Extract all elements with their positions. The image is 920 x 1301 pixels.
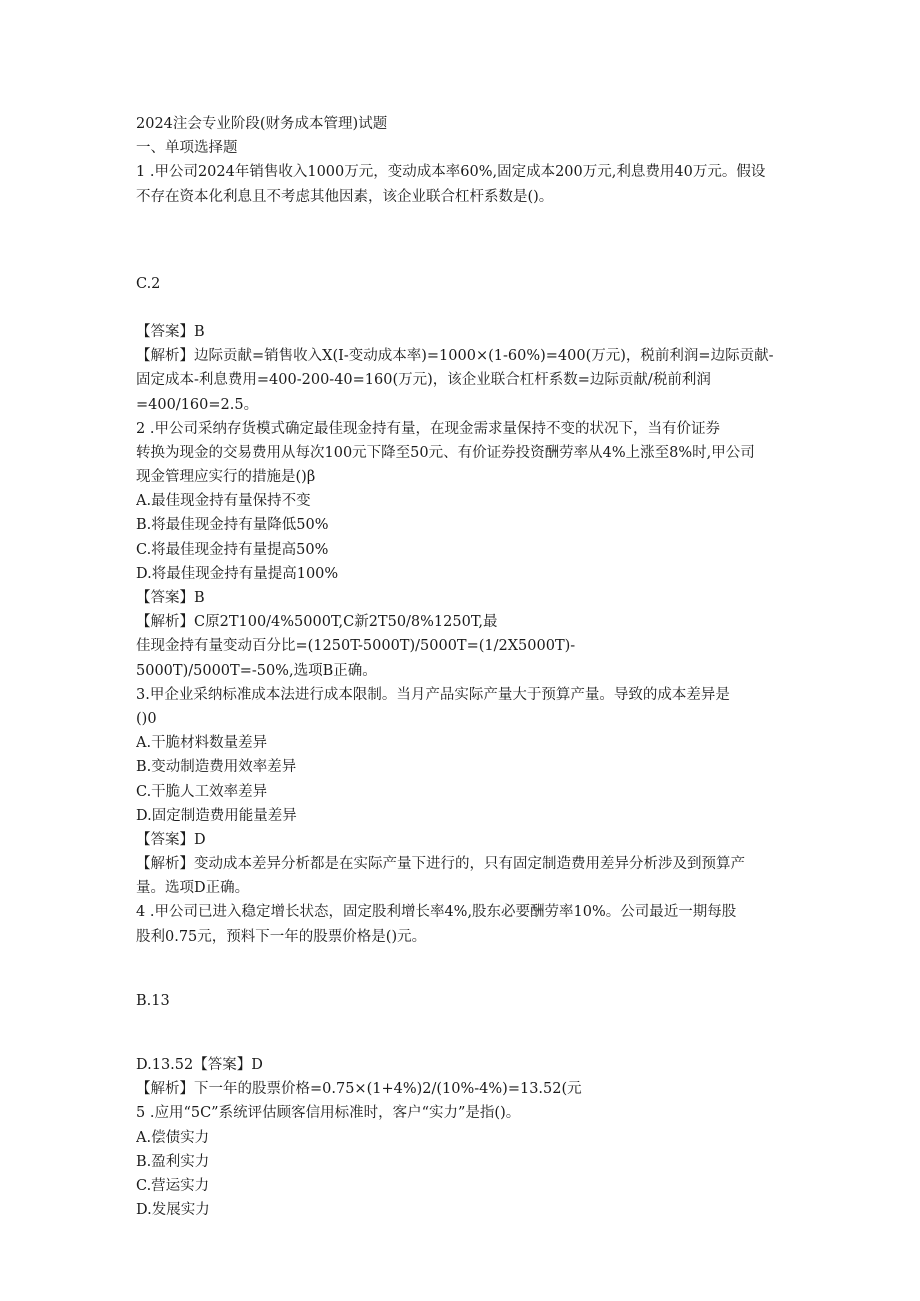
q5-option-a: A.偿债实力: [136, 1129, 210, 1146]
q3-answer: 【答案】D: [136, 831, 206, 848]
q4-option-b: B.13: [136, 992, 170, 1009]
q2-option-a: A.最佳现金持有量保持不变: [136, 493, 311, 510]
q3-stem-line-1: 3.甲企业采纳标准成本法进行成本限制。当月产品实际产量大于预算产量。导致的成本差异是: [136, 686, 730, 703]
q2-stem-line-3: 现金管理应实行的措施是()β: [136, 469, 316, 486]
q1-stem-line-1: 1 .甲公司2024年销售收入1000万元，变动成本率60%,固定成本200万元,利息费用40万元。假设: [136, 164, 766, 181]
q3-option-d: D.固定制造费用能量差异: [136, 807, 297, 824]
q2-explanation-line-2: 佳现金持有量变动百分比=(1250T-5000T)/5000T=(1/2X5000T)-: [136, 638, 576, 655]
q5-option-c: C.营运实力: [136, 1177, 210, 1194]
q4-option-d-answer: D.13.52【答案】D: [136, 1057, 263, 1073]
q4-explanation-line-1: 【解析】下一年的股票价格=0.75×(1+4%)2/(10%-4%)=13.52(元: [136, 1081, 582, 1098]
q2-option-b: B.将最佳现金持有量降低50%: [136, 517, 329, 534]
section-heading: 一、单项选择题: [136, 140, 238, 157]
q3-option-b: B.变动制造费用效率差异: [136, 759, 297, 776]
q1-explanation-line-3: =400/160=2.5。: [136, 396, 259, 413]
q3-option-c: C.干脆人工效率差异: [136, 783, 268, 800]
q2-explanation-line-3: 5000T)/5000T=-50%,选项B正确。: [136, 662, 377, 679]
q4-stem-line-2: 股利0.75元，预料下一年的股票价格是()元。: [136, 928, 427, 945]
q5-option-b: B.盈利实力: [136, 1153, 210, 1170]
q2-stem-line-1: 2 .甲公司采纳存货模式确定最佳现金持有量，在现金需求量保持不变的状况下，当有价证券: [136, 420, 720, 437]
q3-option-a: A.干脆材料数量差异: [136, 735, 268, 752]
q1-explanation-line-1: 【解析】边际贡献=销售收入X(I-变动成本率)=1000×(1-60%)=400(万元)，税前利润=边际贡献-: [136, 348, 774, 365]
q2-stem-line-2: 转换为现金的交易费用从每次100元下降至50元、有价证券投资酬劳率从4%上涨至8%时,甲公司: [136, 444, 755, 461]
q2-option-c: C.将最佳现金持有量提高50%: [136, 541, 329, 558]
spacer: [136, 296, 791, 320]
q1-stem-line-2: 不存在资本化利息且不考虑其他因素，该企业联合杠杆系数是()。: [136, 188, 554, 205]
q4-stem-line-1: 4 .甲公司已进入稳定增长状态，固定股利增长率4%,股东必要酬劳率10%。公司最近一期每股: [136, 904, 737, 921]
q3-stem-line-2: ()0: [136, 710, 157, 727]
q2-option-d: D.将最佳现金持有量提高100%: [136, 565, 339, 582]
q3-explanation-line-2: 量。选项D正确。: [136, 880, 250, 897]
document-title: 2024注会专业阶段(财务成本管理)试题: [136, 116, 388, 132]
q2-answer: 【答案】B: [136, 590, 205, 606]
spacer: [136, 949, 791, 989]
q1-answer: 【答案】B: [136, 323, 205, 340]
spacer: [136, 209, 791, 272]
q1-option-c: C.2: [136, 275, 161, 292]
q1-explanation-line-2: 固定成本-利息费用=400-200-40=160(万元)，该企业联合杠杆系数=边际贡献/税前利润: [136, 372, 711, 389]
q3-explanation-line-1: 【解析】变动成本差异分析都是在实际产量下进行的，只有固定制造费用差异分析涉及到预算产: [136, 856, 745, 873]
q2-explanation-line-1: 【解析】C原2T100/4%5000T,C新2T50/8%1250T,最: [136, 614, 498, 631]
document-body: [136, 112, 791, 1222]
q5-stem-line-1: 5 .应用“5C”系统评估顾客信用标准时，客户“实力”是指()。: [136, 1105, 521, 1122]
q5-option-d: D.发展实力: [136, 1202, 210, 1219]
spacer: [136, 1013, 791, 1053]
